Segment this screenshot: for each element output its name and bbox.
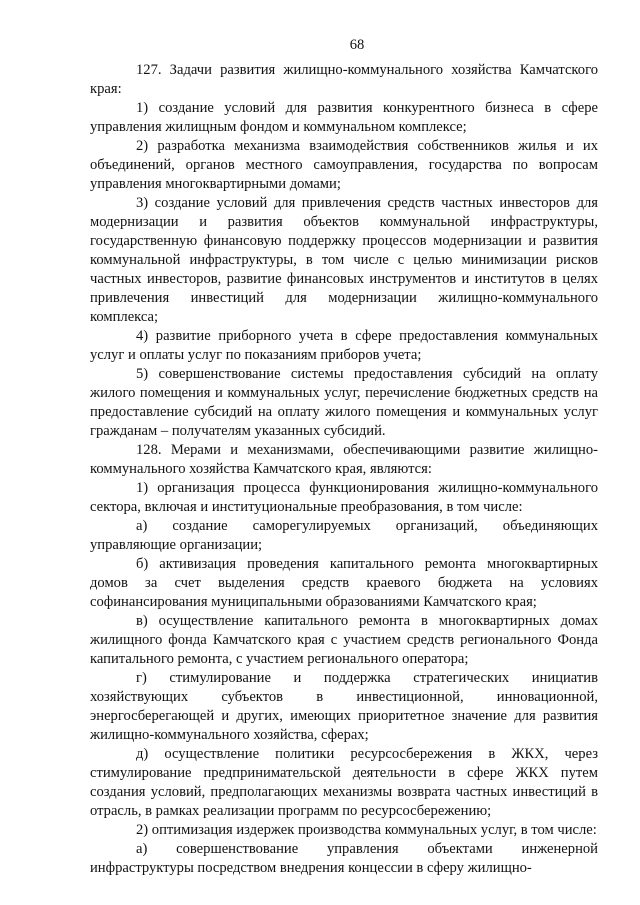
paragraph-127-item-5: 5) совершенствование системы предоставления субсидий на оплату жилого помещения и коммунальных услуг, перечисление бюджетных средств на предоставление субсидий на оплату жилого помещения и коммунальных услуг гражданам – получателям указанных субсидий. <box>90 366 598 439</box>
paragraph-128-item-1e: д) осуществление политики ресурсосбережения в ЖКХ, через стимулирование предпринимательской деятельности в сфере ЖКХ путем создания условий, предполагающих механизмы возврата частных инвестиций в отрасль, в рамках реализации программ по ресурсосбережению; <box>90 746 598 819</box>
paragraph-128-item-1a: а) создание саморегулируемых организаций, объединяющих управляющие организации; <box>90 518 598 553</box>
page-number: 68 <box>349 37 365 53</box>
paragraph-127-item-2: 2) разработка механизма взаимодействия собственников жилья и их объединений, органов местного самоуправления, государства по вопросам управления многоквартирными домами; <box>90 138 598 192</box>
paragraph-128-item-1c: в) осуществление капитального ремонта в многоквартирных домах жилищного фонда Камчатского края с участием средств регионального Фонда капитального ремонта, с участием регионального оператора; <box>90 613 598 667</box>
paragraph-127-item-4: 4) развитие приборного учета в сфере предоставления коммунальных услуг и оплаты услуг по показаниям приборов учета; <box>90 328 598 363</box>
paragraph-127-item-3: 3) создание условий для привлечения средств частных инвесторов для модернизации и развития объектов коммунальной инфраструктуры, государственную финансовую поддержку процессов модернизации и развития коммунальной инфраструктуры, в том числе с целью минимизации рисков частных инвесторов, развитие финансовых инструментов и институтов в целях привлечения инвестиций для модернизации жилищно-коммунального комплекса; <box>90 195 598 325</box>
paragraph-128-item-2a: а) совершенствование управления объектами инженерной инфраструктуры посредством внедрения концессии в сферу жилищно- <box>90 841 598 876</box>
paragraph-128-item-1b: б) активизация проведения капитального ремонта многоквартирных домов за счет выделения средств краевого бюджета на условиях софинансирования муниципальными образованиями Камчатского края; <box>90 556 598 610</box>
paragraph-128-heading: 128. Мерами и механизмами, обеспечивающими развитие жилищно-коммунального хозяйства Камчатского края, являются: <box>90 442 598 477</box>
paragraph-128-item-1: 1) организация процесса функционирования жилищно-коммунального сектора, включая и институциональные преобразования, в том числе: <box>90 480 598 515</box>
paragraph-128-item-1d: г) стимулирование и поддержка стратегических инициатив хозяйствующих субъектов в инвестиционной, инновационной, энергосберегающей и других, имеющих приоритетное значение для развития жилищно-коммунального хозяйства, сферах; <box>90 670 598 743</box>
paragraph-127-heading: 127. Задачи развития жилищно-коммунального хозяйства Камчатского края: <box>90 62 598 97</box>
document-page <box>90 36 598 878</box>
paragraph-128-item-2: 2) оптимизация издержек производства коммунальных услуг, в том числе: <box>136 822 597 838</box>
paragraph-127-item-1: 1) создание условий для развития конкурентного бизнеса в сфере управления жилищным фондом и коммунальном комплексе; <box>90 100 598 135</box>
